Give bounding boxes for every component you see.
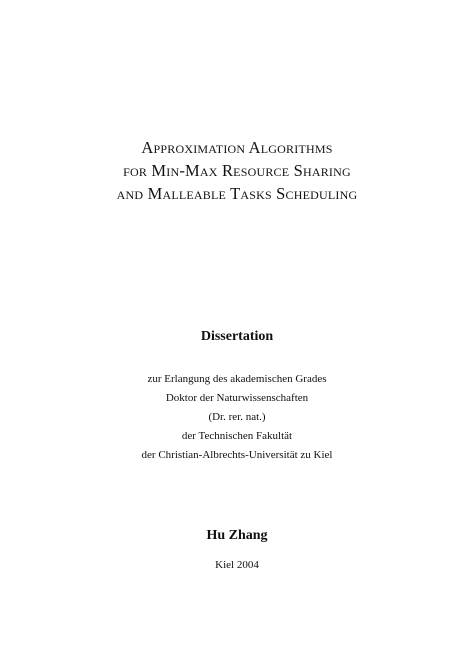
place-and-year: Kiel 2004 <box>215 559 259 571</box>
degree-line-5: der Christian-Albrechts-Universität zu Kiel <box>141 449 333 461</box>
author-name: Hu Zhang <box>206 528 268 543</box>
title-line-2: for Min-Max Resource Sharing <box>123 161 351 180</box>
title-line-1: Approximation Algorithms <box>141 138 333 157</box>
degree-line-2: Doktor der Naturwissenschaften <box>165 392 309 404</box>
title-line-3: and Malleable Tasks Scheduling <box>116 184 358 203</box>
document-type-heading: Dissertation <box>200 329 274 344</box>
degree-line-4: der Technischen Fakultät <box>181 430 293 442</box>
degree-line-3: (Dr. rer. nat.) <box>208 411 266 423</box>
degree-statement <box>0 370 474 465</box>
dissertation-title <box>0 136 474 205</box>
degree-line-1: zur Erlangung des akademischen Grades <box>147 373 327 385</box>
